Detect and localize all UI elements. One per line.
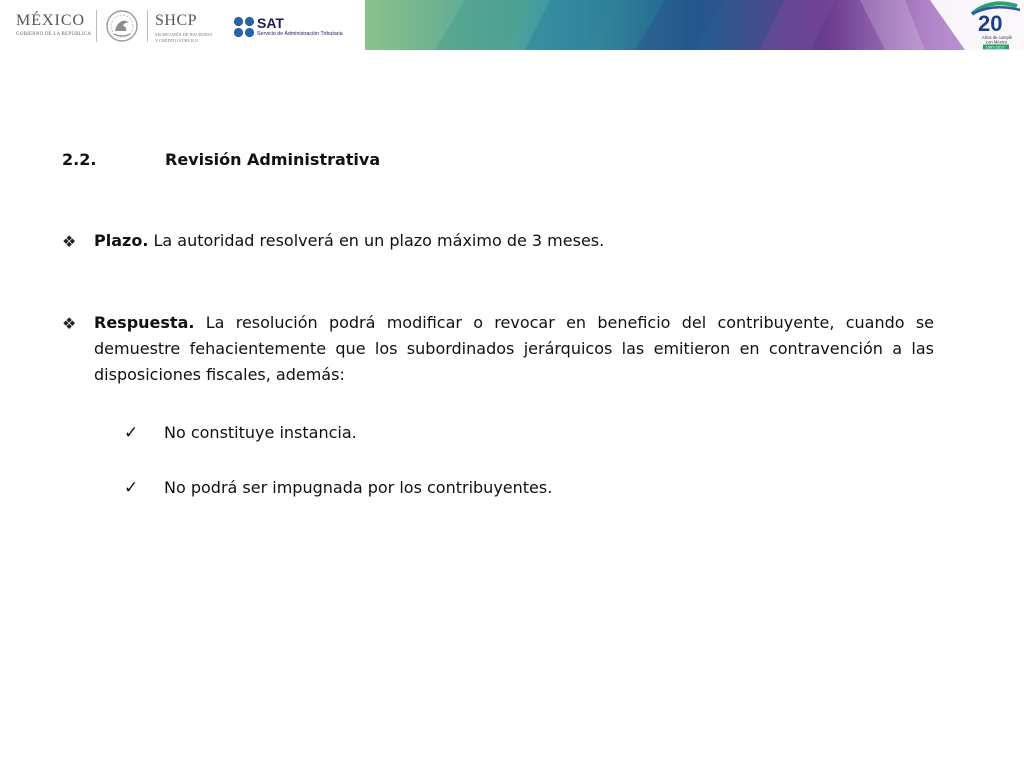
anniversary-number: 20 [978,11,1003,36]
anniversary-years: 1997-2017 [985,44,1005,50]
section-heading [62,150,380,170]
check-text: No podrá ser impugnada por los contribuyentes. [164,478,553,497]
shcp-subtitle-1: SECRETARÍA DE HACIENDA [155,32,213,37]
check-item [124,475,552,501]
diamond-bullet-icon: ❖ [62,232,77,251]
check-text: No constituye instancia. [164,423,357,442]
checkmark-icon: ✓ [124,423,139,443]
section-number: 2.2. [62,150,97,169]
bullet-body: La autoridad resolverá en un plazo máximo de 3 meses. [148,231,605,250]
bullet-label: Plazo. [94,231,149,250]
bullet-body: La resolución podrá modificar o revocar en beneficio del contribuyente, cuando se demuestre fehacientemente que los subordinados jerárquicos las emitieron en contravención a las disposiciones fiscales, además: [94,313,934,384]
bullet-label: Respuesta. [94,313,195,332]
mexico-title: MÉXICO [16,12,86,29]
bullet-text [94,310,934,388]
shcp-subtitle-2: Y CRÉDITO PÚBLICO [155,37,198,43]
shcp-title: SHCP [155,12,198,29]
section-title: Revisión Administrativa [165,150,381,169]
sat-subtitle: Servicio de Administración Tributaria [257,31,343,37]
mexico-subtitle: GOBIERNO DE LA REPÚBLICA [16,32,92,37]
sat-title: SAT [257,15,284,31]
anniversary-text-2: con México [986,39,1008,45]
bullet-plazo [62,228,934,254]
diamond-bullet-icon: ❖ [62,314,77,333]
bullet-respuesta [62,310,934,388]
check-item [124,420,357,446]
bullet-text [94,228,934,254]
checkmark-icon: ✓ [124,478,139,498]
anniversary-text-1: Años de cumplir [982,35,1013,40]
